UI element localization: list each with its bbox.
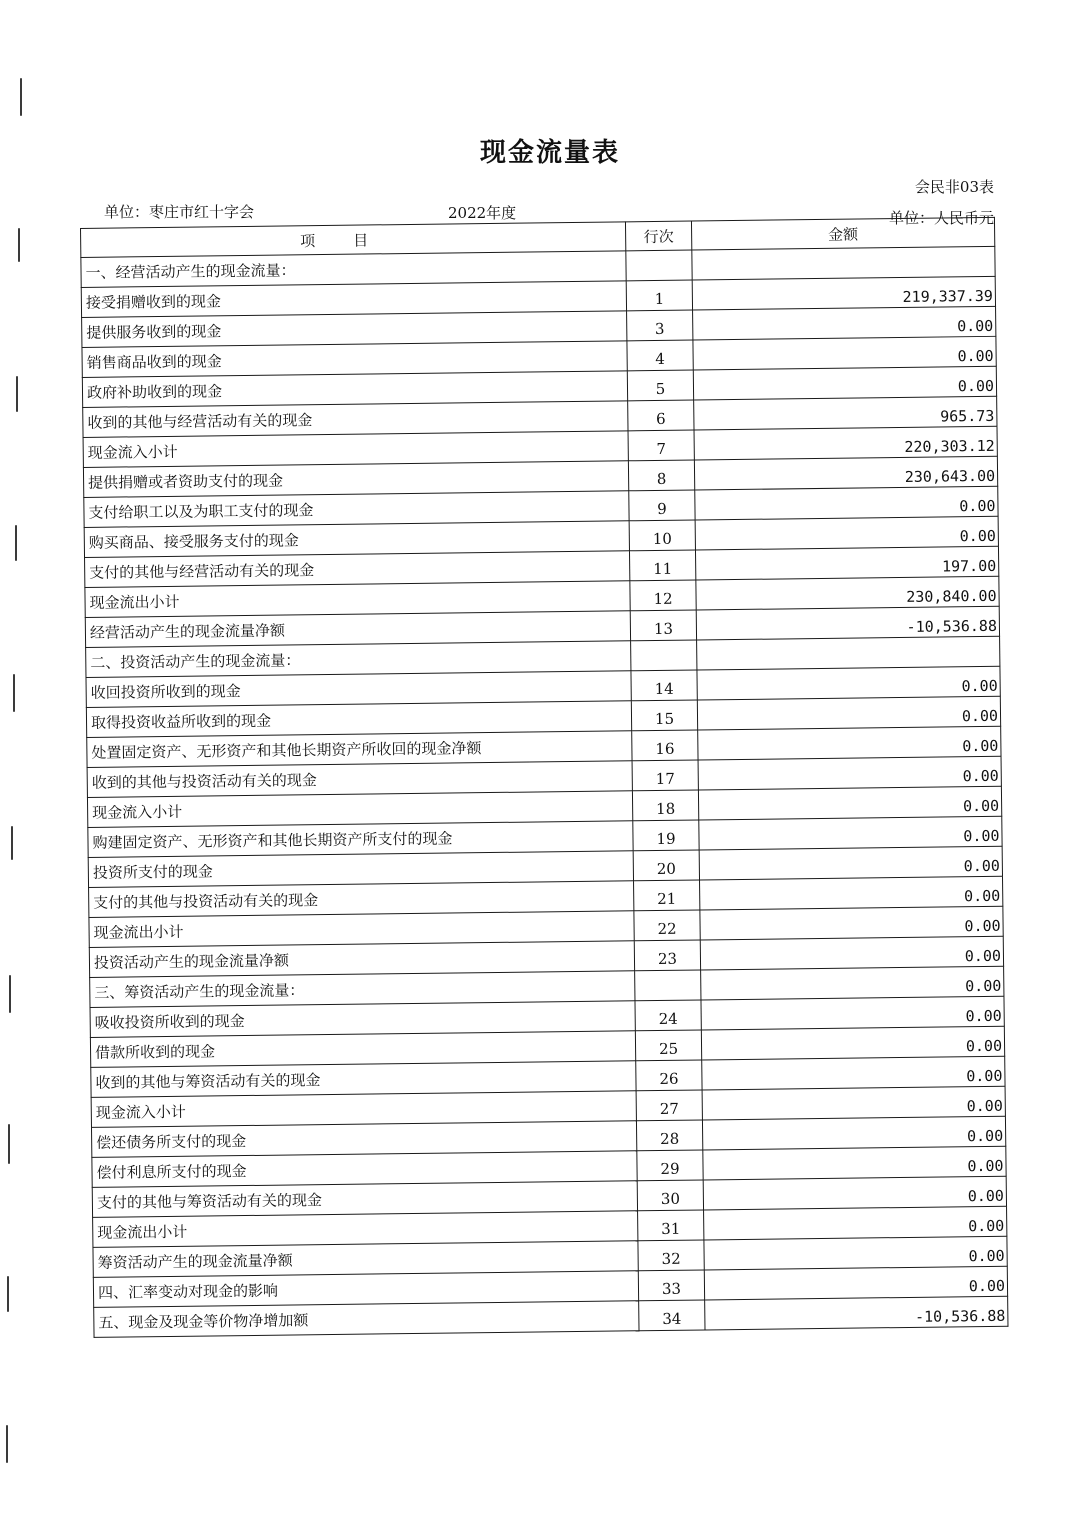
reporting-unit: 单位：枣庄市红十字会 [104, 203, 255, 221]
row-item: 支付的其他与经营活动有关的现金 [85, 551, 630, 588]
row-line-number: 16 [632, 730, 698, 761]
row-item: 三、筹资活动产生的现金流量： [90, 971, 635, 1008]
row-amount: 0.00 [702, 1086, 1005, 1120]
row-amount: 0.00 [704, 1206, 1007, 1240]
row-line-number: 34 [639, 1300, 705, 1331]
row-amount: 0.00 [701, 996, 1004, 1030]
row-line-number: 28 [636, 1120, 702, 1151]
row-amount: 0.00 [699, 846, 1002, 880]
row-item: 现金流入小计 [83, 431, 628, 468]
row-amount: 0.00 [701, 1026, 1004, 1060]
row-line-number: 26 [636, 1060, 702, 1091]
row-item: 支付的其他与投资活动有关的现金 [89, 881, 634, 918]
row-item: 收到的其他与投资活动有关的现金 [87, 761, 632, 798]
row-amount [692, 246, 995, 280]
cash-flow-table [80, 217, 1008, 1338]
row-amount: 219,337.39 [692, 276, 995, 310]
row-item: 经营活动产生的现金流量净额 [85, 611, 630, 648]
row-amount: 0.00 [704, 1236, 1007, 1270]
row-line-number: 23 [634, 940, 700, 971]
row-amount: 0.00 [693, 366, 996, 400]
row-item: 处置固定资产、无形资产和其他长期资产所收回的现金净额 [87, 731, 632, 768]
scan-edge-mark [6, 1425, 8, 1463]
row-item: 五、现金及现金等价物净增加额 [94, 1301, 639, 1338]
row-amount: 0.00 [698, 726, 1001, 760]
row-amount: 0.00 [698, 756, 1001, 790]
row-amount: 0.00 [699, 816, 1002, 850]
row-item: 提供服务收到的现金 [82, 311, 627, 348]
column-header-item: 项目 [81, 222, 626, 258]
row-amount: 0.00 [700, 876, 1003, 910]
currency-unit: 单位：人民币元 [888, 209, 994, 227]
cash-flow-statement [80, 217, 1007, 1338]
row-amount: 0.00 [697, 666, 1000, 700]
row-line-number: 24 [635, 1000, 701, 1031]
row-amount: 230,840.00 [696, 576, 999, 610]
row-item: 现金流出小计 [89, 911, 634, 948]
row-amount: 0.00 [695, 486, 998, 520]
row-item: 现金流入小计 [87, 791, 632, 828]
row-item: 销售商品收到的现金 [82, 341, 627, 378]
row-line-number: 20 [633, 850, 699, 881]
scan-edge-mark [7, 1276, 9, 1312]
row-line-number: 11 [629, 550, 695, 581]
row-item: 现金流出小计 [93, 1211, 638, 1248]
row-item: 偿付利息所支付的现金 [92, 1151, 637, 1188]
row-amount: 0.00 [702, 1116, 1005, 1150]
row-item: 二、投资活动产生的现金流量： [86, 641, 631, 678]
row-amount: 0.00 [703, 1176, 1006, 1210]
row-item: 四、汇率变动对现金的影响 [93, 1271, 638, 1308]
row-item: 一、经营活动产生的现金流量： [81, 251, 626, 288]
row-line-number: 31 [638, 1210, 704, 1241]
row-item: 支付给职工以及为职工支付的现金 [84, 491, 629, 528]
row-item: 筹资活动产生的现金流量净额 [93, 1241, 638, 1278]
row-amount: 0.00 [693, 306, 996, 340]
column-header-line: 行次 [625, 221, 691, 251]
row-item: 支付的其他与筹资活动有关的现金 [92, 1181, 637, 1218]
fiscal-year: 2022年度 [448, 204, 517, 222]
row-amount: 0.00 [697, 696, 1000, 730]
table-body [81, 246, 1008, 1337]
row-line-number: 27 [636, 1090, 702, 1121]
row-line-number [631, 640, 697, 671]
row-amount: 0.00 [700, 936, 1003, 970]
scan-edge-mark [15, 525, 17, 561]
row-item: 吸收投资所收到的现金 [90, 1001, 635, 1038]
row-item: 偿还债务所支付的现金 [91, 1121, 636, 1158]
row-item: 收到的其他与筹资活动有关的现金 [91, 1061, 636, 1098]
row-amount: -10,536.88 [696, 606, 999, 640]
document-title: 现金流量表 [479, 138, 620, 168]
row-line-number: 25 [635, 1030, 701, 1061]
row-amount: 0.00 [704, 1266, 1007, 1300]
row-line-number: 1 [626, 280, 692, 311]
row-line-number: 8 [628, 460, 694, 491]
row-line-number: 18 [632, 790, 698, 821]
scan-edge-mark [11, 826, 13, 860]
row-amount: 0.00 [700, 906, 1003, 940]
row-line-number: 17 [632, 760, 698, 791]
row-item: 借款所收到的现金 [90, 1031, 635, 1068]
row-item: 接受捐赠收到的现金 [81, 281, 626, 318]
row-line-number: 10 [629, 520, 695, 551]
row-line-number: 5 [627, 370, 693, 401]
row-line-number: 7 [628, 430, 694, 461]
row-amount: 0.00 [695, 516, 998, 550]
row-item: 购买商品、接受服务支付的现金 [84, 521, 629, 558]
row-item: 现金流出小计 [85, 581, 630, 618]
column-header-amount: 金额 [691, 217, 994, 250]
row-item: 购建固定资产、无形资产和其他长期资产所支付的现金 [88, 821, 633, 858]
row-line-number: 19 [633, 820, 699, 851]
row-line-number: 32 [638, 1240, 704, 1271]
row-amount: 965.73 [694, 396, 997, 430]
row-item: 投资所支付的现金 [88, 851, 633, 888]
row-amount: 197.00 [695, 546, 998, 580]
row-line-number: 13 [630, 610, 696, 641]
row-line-number: 6 [628, 400, 694, 431]
row-line-number: 14 [631, 670, 697, 701]
row-item: 取得投资收益所收到的现金 [86, 701, 631, 738]
row-line-number: 3 [627, 310, 693, 341]
row-line-number: 9 [629, 490, 695, 521]
row-item: 提供捐赠或者资助支付的现金 [83, 461, 628, 498]
row-amount: 0.00 [702, 1056, 1005, 1090]
row-line-number: 15 [631, 700, 697, 731]
row-amount: 230,643.00 [694, 456, 997, 490]
row-line-number: 12 [630, 580, 696, 611]
row-amount: 0.00 [698, 786, 1001, 820]
row-item: 政府补助收到的现金 [82, 371, 627, 408]
row-line-number: 4 [627, 340, 693, 371]
row-amount: 220,303.12 [694, 426, 997, 460]
row-line-number: 33 [638, 1270, 704, 1301]
row-amount: 0.00 [701, 966, 1004, 1000]
form-code: 会民非03表 [914, 178, 994, 196]
row-line-number: 22 [634, 910, 700, 941]
row-amount: 0.00 [703, 1146, 1006, 1180]
row-line-number: 30 [637, 1180, 703, 1211]
row-line-number: 29 [637, 1150, 703, 1181]
row-amount: -10,536.88 [705, 1296, 1008, 1330]
row-item: 收到的其他与经营活动有关的现金 [83, 401, 628, 438]
row-line-number [626, 250, 692, 281]
row-item: 收回投资所收到的现金 [86, 671, 631, 708]
scan-edge-mark [16, 376, 18, 412]
row-amount: 0.00 [693, 336, 996, 370]
row-amount [697, 636, 1000, 670]
scan-edge-mark [13, 674, 15, 712]
row-item: 现金流入小计 [91, 1091, 636, 1128]
scan-edge-mark [9, 975, 11, 1013]
scan-edge-mark [18, 228, 20, 262]
row-item: 投资活动产生的现金流量净额 [89, 941, 634, 978]
scan-edge-mark [8, 1124, 10, 1164]
row-line-number: 21 [634, 880, 700, 911]
row-line-number [635, 970, 701, 1001]
scan-edge-mark [20, 78, 22, 116]
